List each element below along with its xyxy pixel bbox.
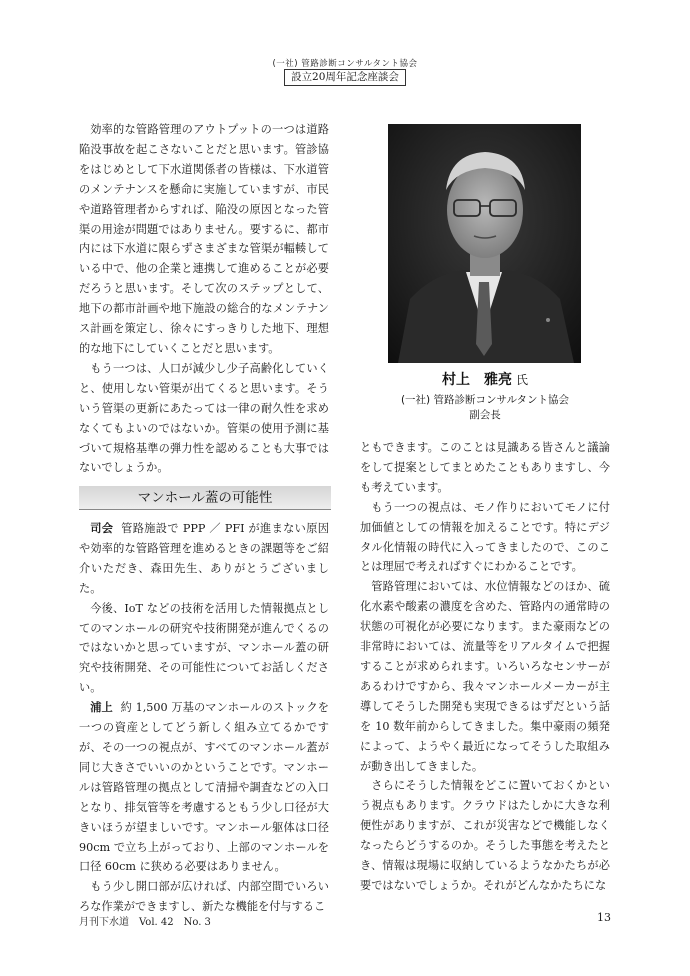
person-name: 村上 雅亮 xyxy=(441,372,512,388)
paragraph-text: 管路施設で PPP ／ PFI が進まない原因や効率的な管路管理を進めるときの課題等をご紹介いただき、森田先生、ありがとうございました。 xyxy=(79,522,329,595)
person-honorific: 氏 xyxy=(515,373,528,387)
column-right xyxy=(360,438,610,896)
paragraph-text: 今後、IoT などの技術を活用した情報拠点としてのマンホールの研究や技術開発が進んでくるのではないかと思っていますが、マンホール蓋の研究や技術開発、その可能性についてお話しください。 xyxy=(79,601,329,695)
portrait-illustration xyxy=(388,124,581,363)
speaker-label: 浦上 xyxy=(90,701,113,715)
paragraph xyxy=(79,599,329,699)
footer-journal: 月刊下水道 Vol. 42 No. 3 xyxy=(79,917,211,928)
paragraph: さらにそうした情報をどこに置いておくかという視点もあります。クラウドはたしかに大きな利便性がありますが、これが災害などで機能しなくなったらどうするのか。そうした事態を考えたとき、情報は現場に収納しているようなかたちが必要ではないでしょうか。それがどんなかたちにな xyxy=(360,779,610,892)
caption-role: 副会長 xyxy=(469,409,501,421)
paragraph-text: もう少し開口部が広ければ、内部空間でいろいろな作業ができますし、新たな機能を付与するこ xyxy=(79,880,329,914)
column-left-top xyxy=(79,120,329,478)
paragraph xyxy=(79,877,329,917)
paragraph: 管路管理においては、水位情報などのほか、硫化水素や酸素の濃度を含めた、管路内の通常時の状態の可視化が必要になります。また豪雨などの非常時においては、流量等をリアルタイムで把握することが求められます。いろいろなセンサーがあるわけですから、我々マンホールメーカーが主導してそうした開発も実現できるはずだという話を 10 数年前からしてきました。集中豪雨の頻発によって、ようやく最近になってそうした取組みが動き出してきました。 xyxy=(360,580,610,773)
caption-name xyxy=(360,369,610,389)
speaker-label: 司会 xyxy=(90,522,114,535)
page-number: 13 xyxy=(597,911,611,924)
paragraph: ともできます。このことは見識ある皆さんと議論をして提案としてまとめたこともありますし、今も考えています。 xyxy=(360,441,610,494)
paragraph-text: 約 1,500 万基のマンホールのストックを一つの資産としてどう新しく組み立てるかですが、その一つの視点が、すべてのマンホール蓋が同じ大きさでいいのかということです。マンホールは管路管理の拠点として清掃や調査などの入口となり、排気管等を考慮するともう少し口径が大きいほうが望ましいです。マンホール躯体は口径 90cm で立ち上がっており、上部のマンホールを口径 60cm に狭める必要はありません。 xyxy=(79,701,329,874)
paragraph xyxy=(79,698,329,877)
section-title: マンホール蓋の可能性 xyxy=(79,486,331,510)
paragraph xyxy=(79,519,329,599)
paragraph: 効率的な管路管理のアウトプットの一つは道路陥没事故を起こさないことだと思います。管診協をはじめとして下水道関係者の皆様は、下水道管のメンテナンスを懸命に実施していますが、市民や道路管理者からすれば、陥没の原因となった管渠の用途が問題ではありません。要するに、都市内には下水道に限らずさまざまな管渠が輻輳している中で、他の企業と連携して進めることが必要だろうと思います。そして次のステップとして、地下の都市計画や地下施設の総合的なメンテナンス計画を策定し、徐々にすっきりした地下、理想的な地下にしていくことだと思います。 xyxy=(79,123,329,355)
caption-org: (一社) 管路診断コンサルタント協会 xyxy=(400,394,570,406)
paragraph: もう一つの視点は、モノ作りにおいてモノに付加価値としての情報を加えることです。特にデジタル化情報の時代に入ってきましたので、このことは理屈で考えればすぐにわかることです。 xyxy=(360,500,610,574)
paragraph: もう一つは、人口が減少し少子高齢化していくと、使用しない管渠が出てくると思います。そういう管渠の更新にあたっては一律の耐久性を求めなくてもよいのではないか。管渠の使用予測に基づいて規格基準の弾力性を認めることも大事ではないでしょうか。 xyxy=(79,361,329,475)
header-event-title: 設立20周年記念座談会 xyxy=(284,69,406,86)
column-left-bottom xyxy=(79,519,329,917)
portrait-photo xyxy=(388,124,581,363)
header-org: (一社) 管路診断コンサルタント協会 xyxy=(272,59,418,69)
